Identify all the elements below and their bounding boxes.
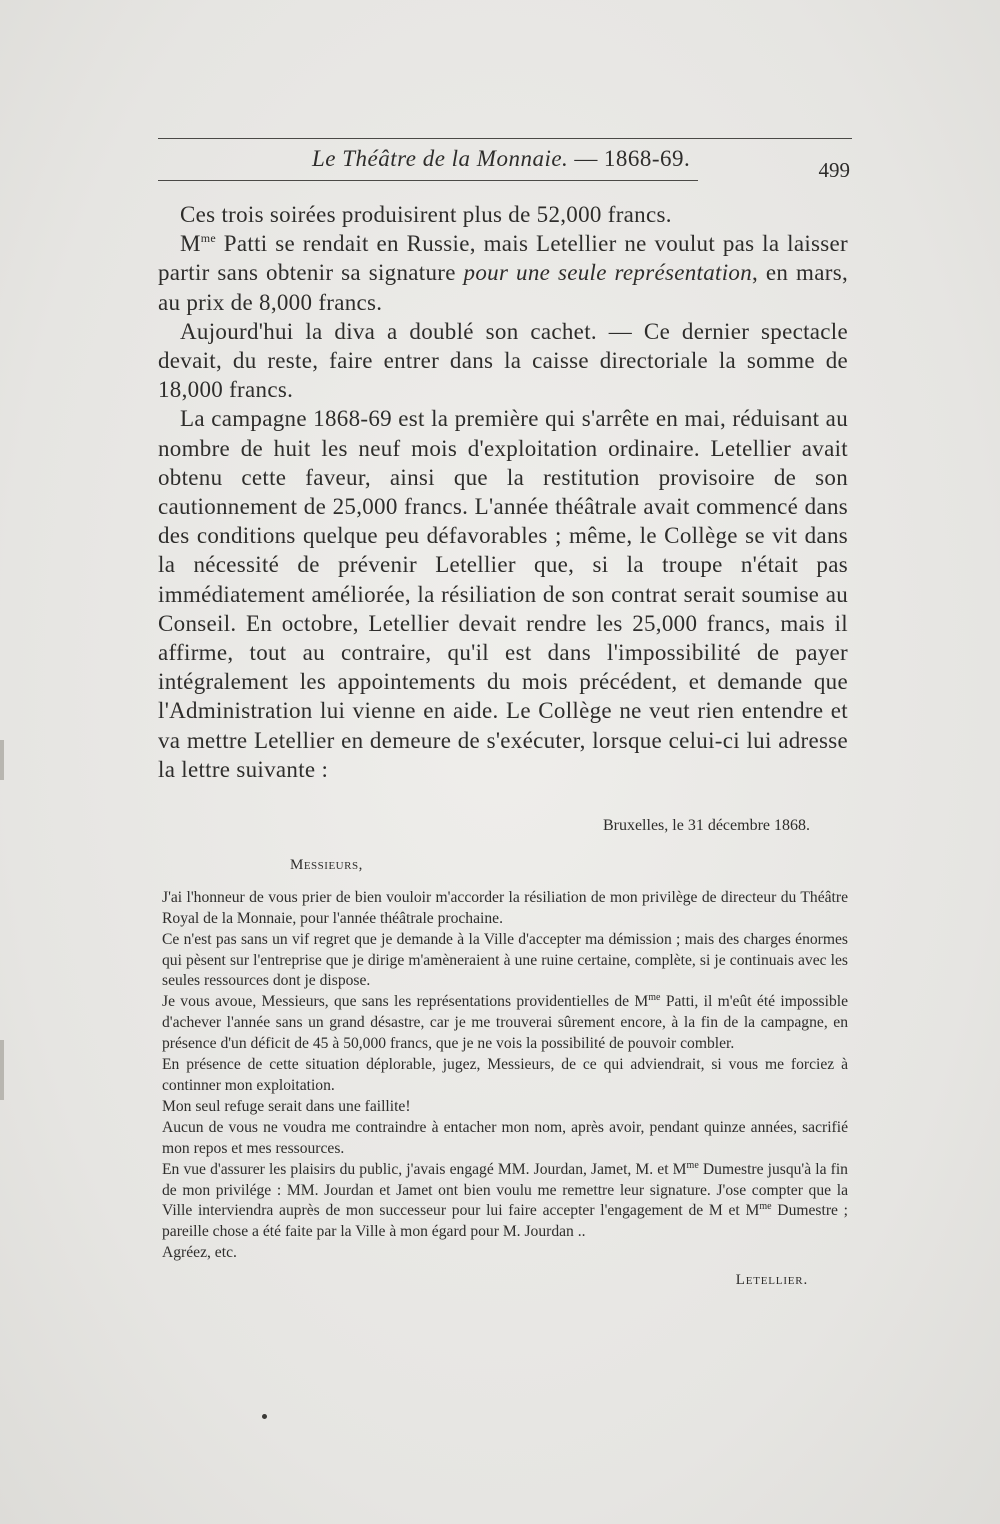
letter-paragraph: Mon seul refuge serait dans une faillite! — [162, 1097, 411, 1115]
superscript: me — [759, 1201, 772, 1213]
running-title: Le Théâtre de la Monnaie. — [312, 146, 569, 171]
page-edge-mark — [0, 1040, 4, 1100]
letter-paragraph: En présence de cette situation déplorable, jugez, Messieurs, de ce qui adviendrait, si vous me forciez à continner mon exploitation. — [162, 1056, 848, 1094]
header-dash: — — [574, 146, 598, 171]
page-edge-mark — [0, 740, 4, 780]
superscript: me — [686, 1159, 699, 1171]
text-span: Dumestre jusqu'à la fin de mon privilége : MM. Jourdan et Jamet ont bien voulu me remettre leur signature. J'ose compter que la Ville interviendra auprès de mon successeur pour lui faire accepter l'engagement de M et M — [162, 1160, 848, 1220]
superscript: me — [200, 231, 217, 246]
ink-dot — [262, 1414, 267, 1419]
main-text — [158, 200, 848, 784]
quoted-letter — [158, 816, 848, 1291]
letter-paragraph — [158, 992, 848, 1055]
letter-salutation: Messieurs, — [290, 856, 363, 873]
text-span: Patti, il m'eût été impossible d'achever l'année sans un grand désastre, car je me trouverai sûrement encore, à la fin de la campagne, en présence d'un déficit de 45 à 50,000 francs, que je ne vois la possibilité de pouvoir combler. — [162, 993, 849, 1053]
letter-paragraph: Aucun de vous ne voudra me contraindre à entacher mon nom, après avoir, pendant quinze années, sacrifié mon repos et mes ressources. — [162, 1118, 848, 1157]
letter-signature: Letellier. — [735, 1272, 808, 1289]
paragraph — [158, 229, 848, 317]
letter-paragraph: J'ai l'honneur de vous prier de bien vouloir m'accorder la résiliation de mon privilège de directeur du Théâtre Royal de la Monnaie, pour l'année théâtrale prochaine. — [162, 888, 848, 927]
text-span: Dumestre ; pareille chose a été faite par la Ville à mon égard pour M. Jourdan .. — [162, 1202, 848, 1241]
text-span: En vue d'assurer les plaisirs du public, j'avais engagé MM. Jourdan, Jamet, M. et M — [162, 1160, 687, 1178]
header-years: 1868-69. — [603, 146, 691, 171]
letter-paragraph — [158, 1160, 848, 1244]
text-span: Je vous avoue, Messieurs, que sans les représentations providentielles de M — [162, 993, 649, 1011]
header-bottom-rule — [158, 180, 698, 181]
page-number: 499 — [818, 158, 850, 182]
paragraph: Ces trois soirées produisirent plus de 52,000 francs. — [180, 202, 672, 227]
italic-text: pour une seule représentation — [463, 260, 753, 286]
header-top-rule — [158, 138, 852, 139]
text-span: M — [180, 231, 201, 257]
letter-paragraph: Agréez, etc. — [162, 1244, 237, 1262]
letter-paragraph: Ce n'est pas sans un vif regret que je demande à la Ville d'accepter ma démission ; mais des charges énormes qui pèsent sur l'entreprise que je dirige m'amèneraient à une ruine certaine, complète, si je continuais avec les seules ressources dont je dispose. — [162, 930, 848, 990]
text-span: , en mars, au prix de 8,000 francs. — [158, 260, 848, 315]
superscript: me — [648, 992, 661, 1004]
paragraph: La campagne 1868-69 est la première qui s'arrête en mai, réduisant au nombre de huit les neuf mois d'exploitation ordinaire. Letellier avait obtenu cette faveur, ainsi que la restitution provisoire de son cautionnement de 25,000 francs. L'année théâtrale avait commencé dans des conditions quelque peu défavorables ; même, le Collège se vit dans la nécessité de prévenir Letellier que, si la troupe n'était pas immédiatement améliorée, la résiliation de son contrat serait soumise au Conseil. En octobre, Letellier devait rendre les 25,000 francs, mais il affirme, tout au contraire, qu'il est dans l'impossibilité de payer intégralement les appointements du mois précédent, et demande que l'Administration lui vienne en aide. Le Collège ne veut rien entendre et va mettre Letellier en demeure de s'exécuter, lorsque celui-ci lui adresse la lettre suivante : — [158, 406, 848, 782]
text-span: Patti se rendait en Russie, mais Letellier ne voulut pas la laisser partir sans obtenir sa signature — [158, 231, 848, 286]
letter-place-date: Bruxelles, le 31 décembre 1868. — [602, 817, 810, 834]
running-head — [312, 146, 690, 172]
paragraph: Aujourd'hui la diva a doublé son cachet. — Ce dernier spectacle devait, du reste, faire entrer dans la caisse directoriale la somme de 18,000 francs. — [158, 318, 848, 403]
